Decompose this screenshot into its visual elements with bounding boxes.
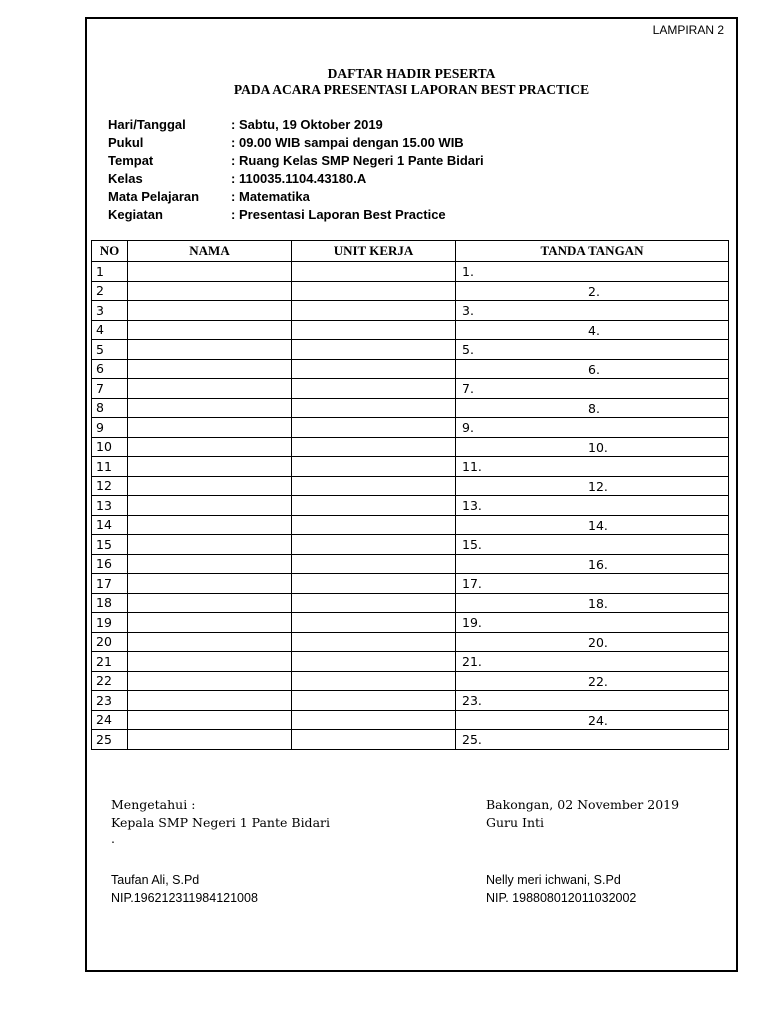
name-cell[interactable]	[128, 437, 292, 457]
name-cell[interactable]	[128, 710, 292, 730]
header-no: NO	[92, 241, 128, 262]
info-value: Sabtu, 19 Oktober 2019	[239, 117, 383, 132]
table-row	[92, 359, 729, 379]
signature-cell[interactable]	[456, 613, 729, 633]
signature-number: 13.	[462, 498, 482, 513]
signature-cell[interactable]	[456, 359, 729, 379]
table-row	[92, 379, 729, 399]
row-number[interactable]: 5	[92, 340, 128, 360]
name-cell[interactable]	[128, 262, 292, 282]
row-number[interactable]: 15	[92, 535, 128, 555]
principal-name: Taufan Ali, S.Pd	[111, 873, 200, 887]
info-row	[108, 134, 484, 152]
signature-cell[interactable]	[456, 301, 729, 321]
footer-acknowledgement	[111, 796, 330, 848]
signature-number: 1.	[462, 264, 474, 279]
unit-kerja-cell[interactable]	[292, 593, 456, 613]
row-number[interactable]: 4	[92, 320, 128, 340]
event-info	[108, 116, 484, 224]
signature-cell[interactable]	[456, 340, 729, 360]
row-number[interactable]: 10	[92, 437, 128, 457]
signature-number: 8.	[588, 400, 600, 416]
unit-kerja-cell[interactable]	[292, 535, 456, 555]
signature-number: 21.	[462, 654, 482, 669]
signature-number: 7.	[462, 381, 474, 396]
name-cell[interactable]	[128, 340, 292, 360]
signature-cell[interactable]	[456, 320, 729, 340]
signature-number: 24.	[588, 712, 608, 728]
signature-cell[interactable]	[456, 457, 729, 477]
info-label: Kegiatan	[108, 207, 163, 222]
name-cell[interactable]	[128, 281, 292, 301]
unit-kerja-cell[interactable]	[292, 574, 456, 594]
info-label: Pukul	[108, 135, 144, 150]
document-title: DAFTAR HADIR PESERTA	[327, 66, 496, 81]
guru-inti-title: Guru Inti	[486, 815, 545, 830]
principal-nip: NIP.196212311984121008	[111, 891, 258, 905]
place-date: Bakongan, 02 November 2019	[486, 797, 680, 812]
signature-cell[interactable]	[456, 379, 729, 399]
signature-cell[interactable]	[456, 515, 729, 535]
unit-kerja-cell[interactable]	[292, 418, 456, 438]
info-separator: :	[231, 189, 236, 204]
row-number[interactable]: 23	[92, 691, 128, 711]
info-value: 09.00 WIB sampai dengan 15.00 WIB	[239, 135, 464, 150]
unit-kerja-cell[interactable]	[292, 398, 456, 418]
table-row	[92, 691, 729, 711]
table-row	[92, 398, 729, 418]
name-cell[interactable]	[128, 554, 292, 574]
row-number[interactable]: 21	[92, 652, 128, 672]
footer-place-date	[486, 796, 679, 832]
signature-number: 22.	[588, 673, 608, 689]
unit-kerja-cell[interactable]	[292, 710, 456, 730]
name-cell[interactable]	[128, 691, 292, 711]
principal-title: Kepala SMP Negeri 1 Pante Bidari	[111, 815, 330, 830]
table-row	[92, 301, 729, 321]
table-header-row	[92, 241, 729, 262]
signature-number: 10.	[588, 439, 608, 455]
signature-cell[interactable]	[456, 710, 729, 730]
unit-kerja-cell[interactable]	[292, 613, 456, 633]
info-separator: :	[231, 171, 236, 186]
attendance-sheet	[85, 17, 738, 972]
row-number[interactable]: 24	[92, 710, 128, 730]
signature-cell[interactable]	[456, 554, 729, 574]
name-cell[interactable]	[128, 418, 292, 438]
signature-cell[interactable]	[456, 632, 729, 652]
row-number[interactable]: 1	[92, 262, 128, 282]
row-number[interactable]: 13	[92, 496, 128, 516]
unit-kerja-cell[interactable]	[292, 496, 456, 516]
signature-number: 23.	[462, 693, 482, 708]
row-number[interactable]: 9	[92, 418, 128, 438]
row-number[interactable]: 7	[92, 379, 128, 399]
unit-kerja-cell[interactable]	[292, 457, 456, 477]
row-number[interactable]: 12	[92, 476, 128, 496]
signature-cell[interactable]	[456, 593, 729, 613]
row-number[interactable]: 11	[92, 457, 128, 477]
name-cell[interactable]	[128, 496, 292, 516]
unit-kerja-cell[interactable]	[292, 262, 456, 282]
table-row	[92, 632, 729, 652]
signature-number: 5.	[462, 342, 474, 357]
name-cell[interactable]	[128, 535, 292, 555]
teacher-name: Nelly meri ichwani, S.Pd	[486, 873, 621, 887]
name-cell[interactable]	[128, 359, 292, 379]
signature-number: 11.	[462, 459, 482, 474]
header-nama: NAMA	[128, 241, 292, 262]
info-row	[108, 206, 484, 224]
signature-cell[interactable]	[456, 418, 729, 438]
name-cell[interactable]	[128, 593, 292, 613]
row-number[interactable]: 19	[92, 613, 128, 633]
document-subtitle: PADA ACARA PRESENTASI LAPORAN BEST PRACTICE	[233, 82, 590, 97]
unit-kerja-cell[interactable]	[292, 691, 456, 711]
teacher-signature-block	[486, 871, 636, 907]
info-label: Kelas	[108, 171, 143, 186]
signature-number: 17.	[462, 576, 482, 591]
signature-cell[interactable]	[456, 652, 729, 672]
header-unit-kerja: UNIT KERJA	[292, 241, 456, 262]
info-label: Mata Pelajaran	[108, 189, 200, 204]
attendance-table	[91, 240, 729, 750]
signature-cell[interactable]	[456, 691, 729, 711]
unit-kerja-cell[interactable]	[292, 554, 456, 574]
info-separator: :	[231, 153, 236, 168]
signature-number: 16.	[588, 556, 608, 572]
signature-number: 9.	[462, 420, 474, 435]
name-cell[interactable]	[128, 398, 292, 418]
table-row	[92, 515, 729, 535]
row-number[interactable]: 16	[92, 554, 128, 574]
unit-kerja-cell[interactable]	[292, 320, 456, 340]
principal-signature-block	[111, 871, 258, 907]
info-value: Ruang Kelas SMP Negeri 1 Pante Bidari	[239, 153, 484, 168]
info-row	[108, 152, 484, 170]
info-separator: :	[231, 117, 236, 132]
info-separator: :	[231, 135, 236, 150]
signature-cell[interactable]	[456, 574, 729, 594]
unit-kerja-cell[interactable]	[292, 301, 456, 321]
name-cell[interactable]	[128, 652, 292, 672]
table-row	[92, 418, 729, 438]
signature-number: 6.	[588, 361, 600, 377]
signature-cell[interactable]	[456, 437, 729, 457]
table-row	[92, 652, 729, 672]
row-number[interactable]: 14	[92, 515, 128, 535]
signature-number: 20.	[588, 634, 608, 650]
info-label: Tempat	[108, 153, 154, 168]
row-number[interactable]: 6	[92, 359, 128, 379]
table-row	[92, 281, 729, 301]
unit-kerja-cell[interactable]	[292, 652, 456, 672]
row-number[interactable]: 8	[92, 398, 128, 418]
signature-number: 12.	[588, 478, 608, 494]
row-number[interactable]: 25	[92, 730, 128, 750]
info-separator: :	[231, 207, 236, 222]
table-row	[92, 320, 729, 340]
name-cell[interactable]	[128, 730, 292, 750]
row-number[interactable]: 22	[92, 671, 128, 691]
table-row	[92, 593, 729, 613]
table-row	[92, 437, 729, 457]
row-number[interactable]: 17	[92, 574, 128, 594]
signature-number: 2.	[588, 283, 600, 299]
table-row	[92, 574, 729, 594]
unit-kerja-cell[interactable]	[292, 359, 456, 379]
teacher-nip: NIP. 198808012011032002	[486, 891, 637, 905]
info-row	[108, 116, 484, 134]
unit-kerja-cell[interactable]	[292, 730, 456, 750]
table-row	[92, 730, 729, 750]
unit-kerja-cell[interactable]	[292, 632, 456, 652]
name-cell[interactable]	[128, 457, 292, 477]
signature-number: 18.	[588, 595, 608, 611]
dot-mark: .	[111, 831, 115, 846]
name-cell[interactable]	[128, 476, 292, 496]
signature-cell[interactable]	[456, 535, 729, 555]
unit-kerja-cell[interactable]	[292, 379, 456, 399]
name-cell[interactable]	[128, 320, 292, 340]
signature-number: 19.	[462, 615, 482, 630]
signature-cell[interactable]	[456, 398, 729, 418]
info-row	[108, 188, 484, 206]
signature-number: 4.	[588, 322, 600, 338]
signature-cell[interactable]	[456, 262, 729, 282]
signature-cell[interactable]	[456, 730, 729, 750]
unit-kerja-cell[interactable]	[292, 340, 456, 360]
table-row	[92, 671, 729, 691]
info-label: Hari/Tanggal	[108, 117, 186, 132]
name-cell[interactable]	[128, 379, 292, 399]
name-cell[interactable]	[128, 613, 292, 633]
table-row	[92, 476, 729, 496]
signature-number: 15.	[462, 537, 482, 552]
name-cell[interactable]	[128, 671, 292, 691]
info-value: Presentasi Laporan Best Practice	[239, 207, 446, 222]
header-tanda-tangan: TANDA TANGAN	[456, 241, 729, 262]
table-row	[92, 496, 729, 516]
signature-cell[interactable]	[456, 671, 729, 691]
name-cell[interactable]	[128, 574, 292, 594]
info-value: 110035.1104.43180.A	[239, 171, 367, 186]
info-value: Matematika	[239, 189, 310, 204]
table-row	[92, 340, 729, 360]
table-row	[92, 554, 729, 574]
signature-number: 14.	[588, 517, 608, 533]
table-row	[92, 262, 729, 282]
name-cell[interactable]	[128, 632, 292, 652]
row-number[interactable]: 3	[92, 301, 128, 321]
row-number[interactable]: 2	[92, 281, 128, 301]
unit-kerja-cell[interactable]	[292, 476, 456, 496]
unit-kerja-cell[interactable]	[292, 281, 456, 301]
signature-cell[interactable]	[456, 281, 729, 301]
unit-kerja-cell[interactable]	[292, 437, 456, 457]
signature-number: 3.	[462, 303, 474, 318]
name-cell[interactable]	[128, 515, 292, 535]
signature-cell[interactable]	[456, 496, 729, 516]
info-row	[108, 170, 484, 188]
signature-number: 25.	[462, 732, 482, 747]
signature-cell[interactable]	[456, 476, 729, 496]
table-row	[92, 710, 729, 730]
row-number[interactable]: 18	[92, 593, 128, 613]
table-row	[92, 613, 729, 633]
attachment-label: LAMPIRAN 2	[652, 23, 724, 37]
row-number[interactable]: 20	[92, 632, 128, 652]
mengetahui-label: Mengetahui :	[111, 797, 196, 812]
unit-kerja-cell[interactable]	[292, 515, 456, 535]
table-row	[92, 535, 729, 555]
name-cell[interactable]	[128, 301, 292, 321]
table-row	[92, 457, 729, 477]
unit-kerja-cell[interactable]	[292, 671, 456, 691]
